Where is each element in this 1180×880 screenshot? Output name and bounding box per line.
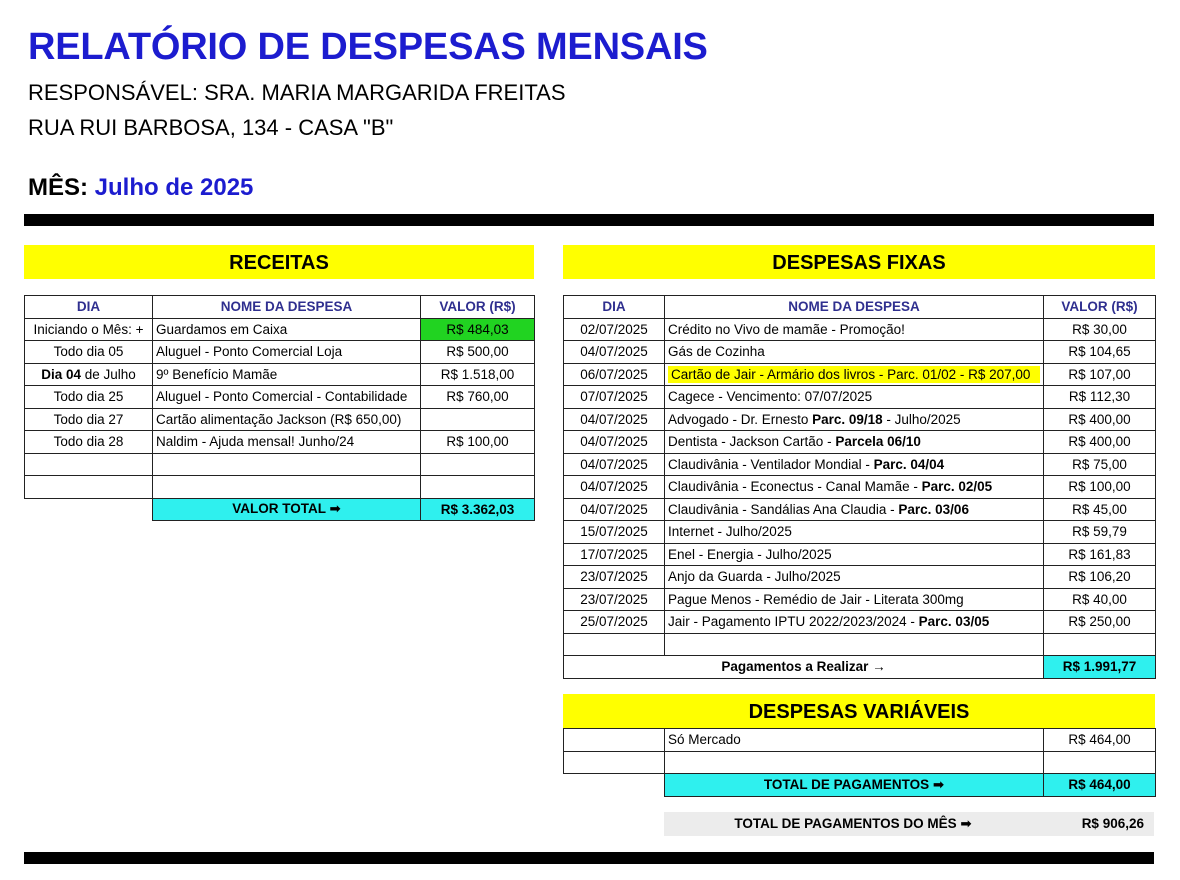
value-cell: R$ 100,00 [1044,476,1156,499]
installment-bold: Parc. 03/05 [918,614,990,630]
empty-row [25,453,535,476]
empty-cell [25,476,153,499]
day-cell: Todo dia 05 [25,341,153,364]
day-cell: 06/07/2025 [564,363,665,386]
table-row [564,729,1156,752]
table-row [25,341,535,364]
table-row [564,566,1156,589]
name-cell: Crédito no Vivo de mamãe - Promoção! [665,318,1044,341]
empty-cell [564,751,665,774]
name-text: Claudivânia - Sandálias Ana Claudia - [668,501,899,517]
receitas-table [24,295,535,521]
day-cell [25,363,153,386]
day-cell: Iniciando o Mês: + [25,318,153,341]
despesas-variaveis-title: DESPESAS VARIÁVEIS [563,694,1155,728]
name-cell: Anjo da Guarda - Julho/2025 [665,566,1044,589]
empty-row [564,633,1156,656]
column-header-value: VALOR (R$) [1044,296,1156,319]
name-cell: Aluguel - Ponto Comercial Loja [153,341,421,364]
name-cell [665,431,1044,454]
name-text: Dentista - Jackson Cartão - [668,434,836,450]
value-cell: R$ 30,00 [1044,318,1156,341]
table-row [564,453,1156,476]
day-cell: 04/07/2025 [564,341,665,364]
name-text: Jair - Pagamento IPTU 2022/2023/2024 - [668,614,919,630]
name-after: - Julho/2025 [882,411,961,427]
empty-cell [665,751,1044,774]
name-cell [665,611,1044,634]
name-cell: Guardamos em Caixa [153,318,421,341]
name-cell: Internet - Julho/2025 [665,521,1044,544]
column-header-day: DIA [564,296,665,319]
day-cell: Todo dia 27 [25,408,153,431]
column-header-day: DIA [25,296,153,319]
total-value: R$ 464,00 [1044,774,1156,797]
installment-bold: Parc. 02/05 [921,479,993,495]
installment-bold: Parc. 04/04 [873,456,945,472]
total-value: R$ 1.991,77 [1044,656,1156,679]
table-row [564,431,1156,454]
day-cell: 04/07/2025 [564,453,665,476]
day-cell: 04/07/2025 [564,408,665,431]
day-cell [564,729,665,752]
value-cell: R$ 107,00 [1044,363,1156,386]
day-cell: 02/07/2025 [564,318,665,341]
day-cell: 23/07/2025 [564,566,665,589]
name-text: Claudivânia - Econectus - Canal Mamãe - [668,479,922,495]
table-row [564,341,1156,364]
day-cell: 25/07/2025 [564,611,665,634]
highlighted-name: Cartão de Jair - Armário dos livros - Parc. 01/02 - R$ 207,00 [668,366,1040,383]
day-bold: Dia 04 [41,366,81,382]
total-row [564,656,1156,679]
table-row [564,408,1156,431]
table-row [25,318,535,341]
total-row [25,498,535,521]
address-line: RUA RUI BARBOSA, 134 - CASA "B" [28,115,394,140]
total-label: TOTAL DE PAGAMENTOS ➡ [665,774,1044,797]
value-cell: R$ 40,00 [1044,588,1156,611]
value-cell: R$ 484,03 [421,318,535,341]
grand-total-value: R$ 906,26 [1081,816,1144,831]
grand-total-label: TOTAL DE PAGAMENTOS DO MÊS ➡ [734,816,972,831]
table-header-row [564,296,1156,319]
receitas-title: RECEITAS [24,245,534,279]
value-cell: R$ 106,20 [1044,566,1156,589]
empty-cell [665,633,1044,656]
name-text: Claudivânia - Ventilador Mondial - [668,456,874,472]
name-cell [665,363,1044,386]
day-cell: 04/07/2025 [564,498,665,521]
day-cell: 07/07/2025 [564,386,665,409]
table-row [25,431,535,454]
month-value: Julho de 2025 [94,174,254,201]
name-cell: Aluguel - Ponto Comercial - Contabilidade [153,386,421,409]
table-row [25,363,535,386]
day-cell: Todo dia 25 [25,386,153,409]
page-title: RELATÓRIO DE DESPESAS MENSAIS [28,26,708,68]
name-text: Advogado - Dr. Ernesto [668,411,813,427]
empty-cell [1044,751,1156,774]
total-row [564,774,1156,797]
value-cell: R$ 1.518,00 [421,363,535,386]
installment-bold: Parc. 09/18 [812,411,883,427]
month-line [28,174,253,202]
name-cell: Cagece - Vencimento: 07/07/2025 [665,386,1044,409]
name-cell: Naldim - Ajuda mensal! Junho/24 [153,431,421,454]
value-cell: R$ 161,83 [1044,543,1156,566]
empty-cell [421,476,535,499]
empty-cell [153,453,421,476]
name-cell: 9º Benefício Mamãe [153,363,421,386]
value-cell: R$ 100,00 [421,431,535,454]
day-rest: de Julho [80,366,136,382]
value-cell: R$ 75,00 [1044,453,1156,476]
value-cell: R$ 464,00 [1044,729,1156,752]
grand-total-bar [664,812,1154,836]
empty-cell [564,633,665,656]
table-row [564,588,1156,611]
value-cell: R$ 45,00 [1044,498,1156,521]
empty-cell [153,476,421,499]
table-row [25,408,535,431]
value-cell [421,408,535,431]
table-row [564,386,1156,409]
empty-cell [421,453,535,476]
total-label: VALOR TOTAL ➡ [153,498,421,521]
table-row [564,543,1156,566]
name-cell: Só Mercado [665,729,1044,752]
despesas-variaveis-table [563,728,1156,797]
installment-bold: Parcela 06/10 [835,434,921,450]
value-cell: R$ 104,65 [1044,341,1156,364]
responsible-line: RESPONSÁVEL: SRA. MARIA MARGARIDA FREITAS [28,80,566,105]
value-cell: R$ 400,00 [1044,431,1156,454]
table-row [564,498,1156,521]
column-header-value: VALOR (R$) [421,296,535,319]
top-divider [24,214,1154,226]
empty-cell [1044,633,1156,656]
despesas-fixas-title: DESPESAS FIXAS [563,245,1155,279]
name-cell [665,408,1044,431]
day-cell: Todo dia 28 [25,431,153,454]
table-row [564,363,1156,386]
table-header-row [25,296,535,319]
name-cell: Enel - Energia - Julho/2025 [665,543,1044,566]
table-row [564,611,1156,634]
column-header-name: NOME DA DESPESA [153,296,421,319]
day-cell: 04/07/2025 [564,476,665,499]
despesas-fixas-table [563,295,1156,679]
day-cell: 23/07/2025 [564,588,665,611]
table-row [564,476,1156,499]
day-cell: 17/07/2025 [564,543,665,566]
column-header-name: NOME DA DESPESA [665,296,1044,319]
value-cell: R$ 112,30 [1044,386,1156,409]
bottom-divider [24,852,1154,864]
name-cell: Gás de Cozinha [665,341,1044,364]
total-value: R$ 3.362,03 [421,498,535,521]
name-cell [665,453,1044,476]
value-cell: R$ 400,00 [1044,408,1156,431]
value-cell: R$ 760,00 [421,386,535,409]
day-cell: 15/07/2025 [564,521,665,544]
table-row [564,521,1156,544]
empty-row [564,751,1156,774]
name-cell: Cartão alimentação Jackson (R$ 650,00) [153,408,421,431]
empty-row [25,476,535,499]
blank-cell [25,498,153,521]
value-cell: R$ 500,00 [421,341,535,364]
blank-cell [564,774,665,797]
name-cell [665,498,1044,521]
month-label: MÊS: [28,174,88,201]
day-cell: 04/07/2025 [564,431,665,454]
total-label: Pagamentos a Realizar → [564,656,1044,679]
value-cell: R$ 250,00 [1044,611,1156,634]
installment-bold: Parc. 03/06 [898,501,969,517]
value-cell: R$ 59,79 [1044,521,1156,544]
table-row [25,386,535,409]
name-cell [665,476,1044,499]
name-cell: Pague Menos - Remédio de Jair - Literata 300mg [665,588,1044,611]
empty-cell [25,453,153,476]
table-row [564,318,1156,341]
